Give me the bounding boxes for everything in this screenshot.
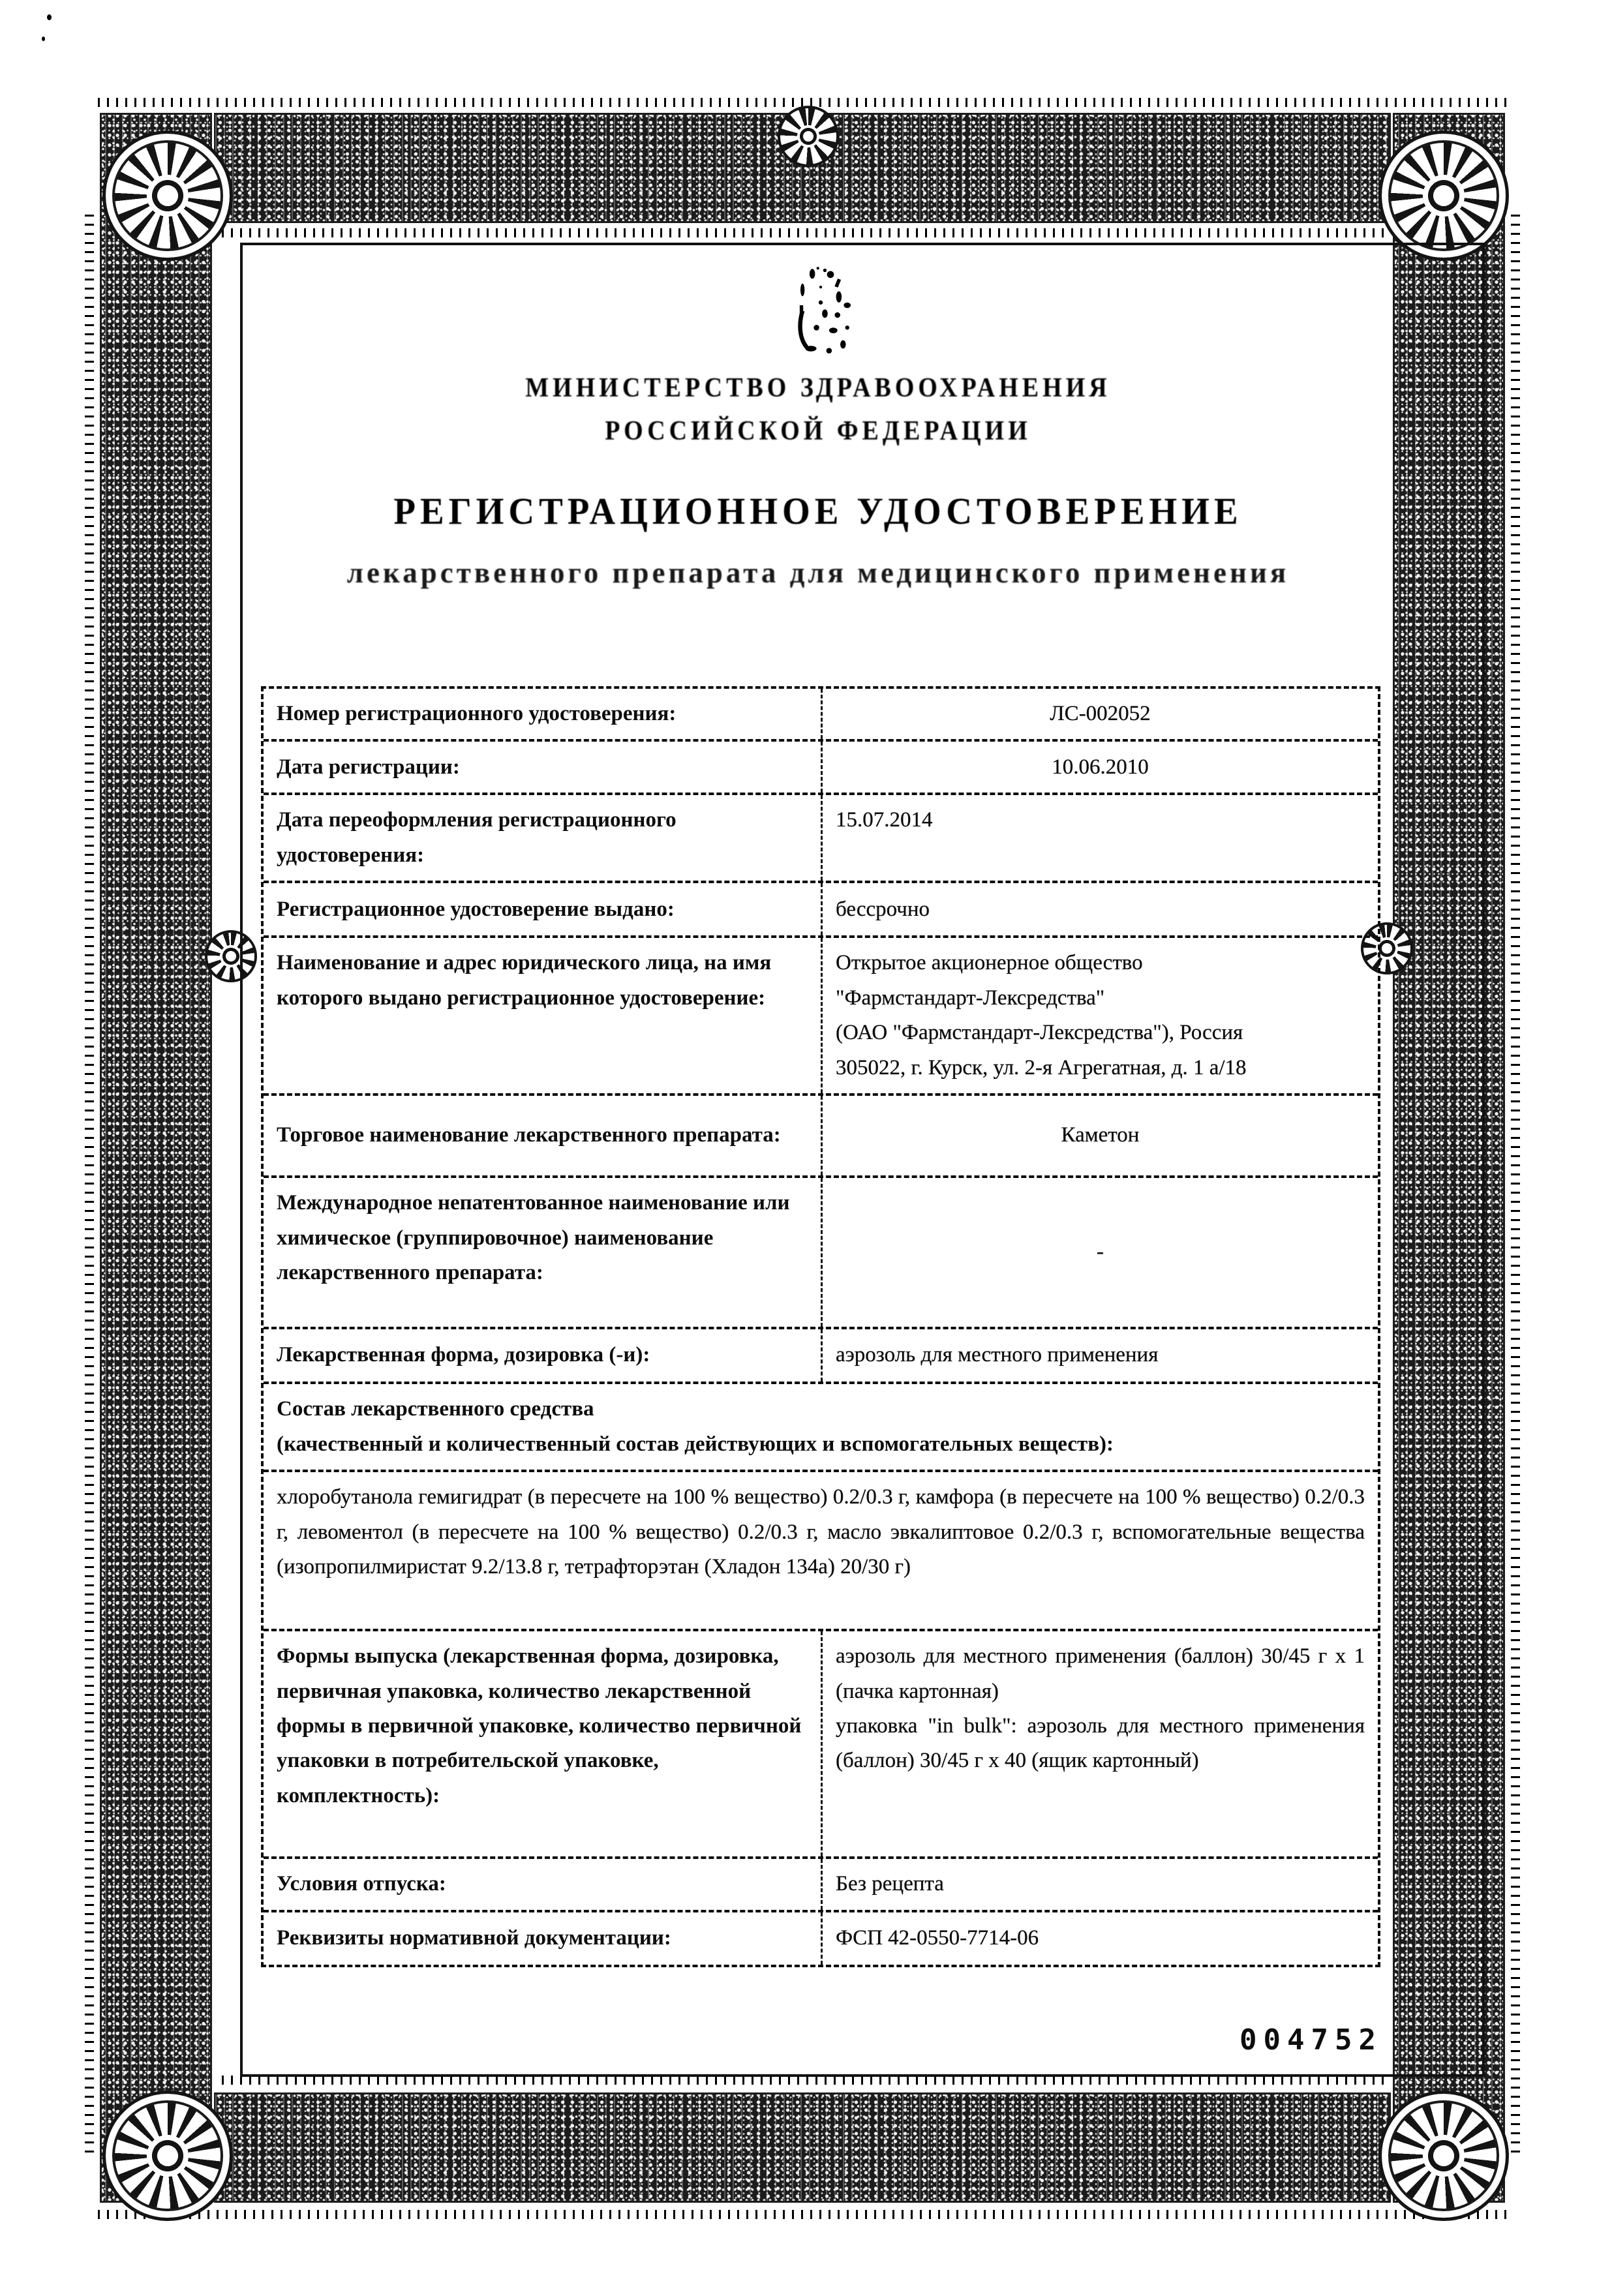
table-row-validity bbox=[264, 881, 1378, 935]
ministry-name bbox=[261, 367, 1375, 453]
table-row-normative-docs bbox=[264, 1910, 1378, 1965]
row-value: Каметон bbox=[821, 1096, 1378, 1175]
table-row-trade-name bbox=[264, 1093, 1378, 1175]
table-row-registration-number bbox=[264, 689, 1378, 739]
corner-rosette-top-left-icon bbox=[102, 130, 233, 261]
row-value: аэрозоль для местного применения bbox=[821, 1329, 1378, 1382]
tick-fringe-right-outer bbox=[1511, 209, 1520, 2152]
border-band-left bbox=[98, 111, 214, 2205]
row-label: Регистрационное удостоверение выдано: bbox=[277, 897, 675, 921]
row-value: бессрочно bbox=[821, 883, 1378, 935]
value-line: 305022, г. Курск, ул. 2-я Агрегатная, д. 1 а/18 bbox=[836, 1055, 1247, 1080]
corner-rosette-top-right-icon bbox=[1378, 130, 1509, 261]
corner-rosette-bottom-left-icon bbox=[102, 2091, 233, 2221]
row-label: Реквизиты нормативной документации: bbox=[277, 1926, 671, 1950]
row-label: Формы выпуска (лекарственная форма, дозировка, первичная упаковка, количество лекарственной формы в первичной упаковке, количество первичной упаковки в потребительской упаковке, комплектность): bbox=[277, 1644, 802, 1807]
value-line: Открытое акционерное общество bbox=[836, 951, 1143, 975]
row-value: 15.07.2014 bbox=[821, 795, 1378, 881]
scan-artifact bbox=[47, 14, 52, 20]
row-label: Лекарственная форма, дозировка (-и): bbox=[277, 1343, 650, 1367]
corner-rosette-bottom-right-icon bbox=[1378, 2091, 1509, 2221]
value-line: (ОАО "Фармстандарт-Лексредства"), Россия bbox=[836, 1021, 1243, 1045]
row-value: ФСП 42-0550-7714-06 bbox=[821, 1912, 1378, 1965]
table-row-legal-entity bbox=[264, 935, 1378, 1093]
document-subtitle: лекарственного препарата для медицинского применения bbox=[346, 556, 1290, 589]
table-row-inn-name bbox=[264, 1175, 1378, 1327]
composition-header bbox=[264, 1384, 1378, 1470]
tick-fringe-bottom-inner bbox=[222, 2076, 1390, 2085]
row-label: Международное непатентованное наименование или химическое (группировочное) наименование лекарственного препарата: bbox=[277, 1191, 790, 1285]
table-row-dosage-form bbox=[264, 1327, 1378, 1382]
top-center-rosette-icon bbox=[778, 106, 839, 167]
row-value: ЛС-002052 bbox=[821, 689, 1378, 739]
registration-table bbox=[261, 686, 1380, 1967]
row-value: Без рецепта bbox=[821, 1859, 1378, 1909]
value-line: "Фармстандарт-Лексредства" bbox=[836, 986, 1105, 1010]
ministry-line-1: МИНИСТЕРСТВО ЗДРАВООХРАНЕНИЯ bbox=[525, 372, 1111, 404]
tick-fringe-bottom-outer bbox=[98, 2210, 1507, 2219]
table-row-composition-header bbox=[264, 1382, 1378, 1470]
border-band-bottom bbox=[98, 2091, 1507, 2205]
row-label: Номер регистрационного удостоверения: bbox=[277, 702, 677, 725]
table-row-composition-text bbox=[264, 1470, 1378, 1629]
header-line: Состав лекарственного средства bbox=[277, 1397, 594, 1421]
table-row-dispensing-conditions bbox=[264, 1856, 1378, 1909]
value-line: упаковка "in bulk": аэрозоль для местного применения (баллон) 30/45 г х 40 (ящик картонный) bbox=[836, 1714, 1365, 1773]
header-line: (качественный и количественный состав действующих и вспомогательных веществ): bbox=[277, 1432, 1114, 1456]
row-value bbox=[821, 1631, 1378, 1856]
composition-text: хлоробутанола гемигидрат (в пересчете на 100 % вещество) 0.2/0.3 г, камфора (в пересчете на 100 % вещество) 0.2/0.3 г, левоментол (в пересчете на 100 % вещество) 0.2/0.3 г, масло эвкалиптовое 0.2/0.3 г, вспомогательные вещества (изопропилмиристат 9.2/13.8 г, тетрафторэтан (Хладон 134а) 20/30 г) bbox=[277, 1485, 1365, 1578]
row-value bbox=[821, 938, 1378, 1093]
row-label: Дата переоформления регистрационного удостоверения: bbox=[277, 808, 677, 867]
row-value: - bbox=[821, 1178, 1378, 1327]
value-line: аэрозоль для местного применения (баллон) 30/45 г х 1 (пачка картонная) bbox=[836, 1644, 1365, 1703]
tick-fringe-left-outer bbox=[85, 209, 94, 2152]
row-label: Наименование и адрес юридического лица, на имя которого выдано регистрационное удостоверение: bbox=[277, 951, 772, 1010]
row-label: Условия отпуска: bbox=[277, 1872, 446, 1896]
form-serial-number: 004752 bbox=[1240, 2023, 1382, 2057]
tick-fringe-top-inner bbox=[222, 228, 1390, 237]
emblem-icon bbox=[768, 266, 873, 364]
row-label: Дата регистрации: bbox=[277, 755, 460, 779]
document-title: РЕГИСТРАЦИОННОЕ УДОСТОВЕРЕНИЕ bbox=[393, 490, 1243, 532]
row-value: 10.06.2010 bbox=[821, 742, 1378, 793]
table-row-release-forms bbox=[264, 1629, 1378, 1856]
table-row-registration-date bbox=[264, 739, 1378, 793]
table-row-reissue-date bbox=[264, 793, 1378, 881]
ministry-line-2: РОССИЙСКОЙ ФЕДЕРАЦИИ bbox=[605, 415, 1031, 447]
scan-artifact bbox=[42, 37, 45, 41]
row-label: Торговое наименование лекарственного препарата: bbox=[277, 1123, 781, 1147]
